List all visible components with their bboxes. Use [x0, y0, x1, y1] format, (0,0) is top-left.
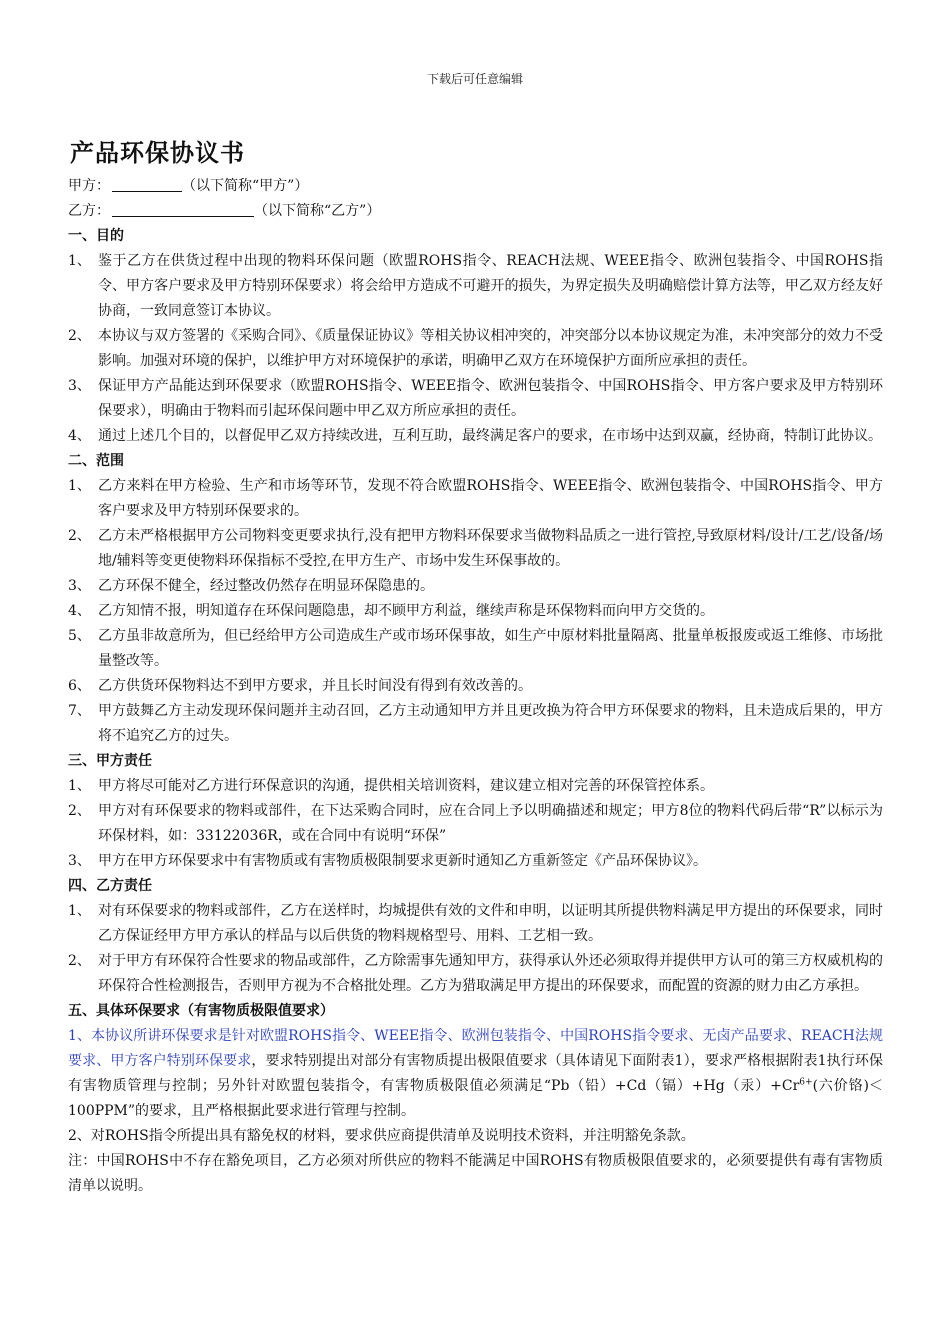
document-title: 产品环保协议书: [70, 139, 245, 167]
list-item: [68, 524, 883, 574]
item-text: 甲方在甲方环保要求中有害物质或有害物质极限制要求更新时通知乙方重新签定《产品环保协议》。: [98, 853, 707, 869]
party-a-suffix: （以下简称“甲方”）: [182, 178, 309, 194]
requirements-text-a: ，要求特别提出对部分有害物质提出极限值要求（具体请见下面附表1），要求严格根据附表1执行环保有害物质管理与控制；另外针对欧盟包装指令，有害物质极限值必须满足“Pb（铅）+Cd（镉）+Hg（汞）+Cr: [68, 1053, 884, 1094]
item-text: 乙方未严格根据甲方公司物料变更要求执行,没有把甲方物料环保要求当做物料品质之一进行管控,导致原材料/设计/工艺/设备/场地/辅料等变更使物料环保指标不受控,在甲方生产、市场中发生环保事故的。: [98, 528, 883, 569]
item-number: 2、: [68, 528, 91, 544]
item-number: 1、: [68, 778, 91, 794]
item-text: 对有环保要求的物料或部件，乙方在送样时，均城提供有效的文件和申明，以证明其所提供物料满足甲方提出的环保要求，同时乙方保证经甲方甲方承认的样品与以后供货的物料规格型号、用料、工艺相一致。: [98, 903, 883, 944]
item-text: 对于甲方有环保符合性要求的物品或部件，乙方除需事先通知甲方，获得承认外还必须取得并提供甲方认可的第三方权威机构的环保符合性检测报告，否则甲方视为不合格批处理。乙方为猎取满足甲方提出的环保要求，而配置的资源的财力由乙方承担。: [98, 953, 883, 994]
item-number: 4、: [68, 603, 91, 619]
item-number: 1、: [68, 253, 91, 269]
item-text: 保证甲方产品能达到环保要求（欧盟ROHS指令、WEEE指令、欧洲包装指令、中国ROHS指令、甲方客户要求及甲方特别环保要求），明确由于物料而引起环保问题中甲乙双方所应承担的责任。: [98, 378, 883, 419]
section-heading-requirements: 五、具体环保要求（有害物质极限值要求）: [68, 1003, 334, 1019]
item-number: 3、: [68, 578, 91, 594]
requirements-paragraph-2: 2、对ROHS指令所提出具有豁免权的材料，要求供应商提供清单及说明技术资料，并注明豁免条款。: [68, 1128, 695, 1144]
item-text: 乙方环保不健全，经过整改仍然存在明显环保隐患的。: [98, 578, 434, 594]
item-number: 2、: [68, 953, 91, 969]
item-text: 鉴于乙方在供货过程中出现的物料环保问题（欧盟ROHS指令、REACH法规、WEEE指令、欧洲包装指令、中国ROHS指令、甲方客户要求及甲方特别环保要求）将会给甲方造成不可避开的损失，为界定损失及明确赔偿计算方法等，甲乙双方经友好协商，一致同意签订本协议。: [98, 253, 883, 319]
item-number: 6、: [68, 678, 91, 694]
party-a-blank: [112, 175, 182, 192]
list-item: [68, 949, 883, 999]
requirements-text-b: (六价铬)＜100PPM”的要求，且严格根据此要求进行管理与控制。: [68, 1078, 883, 1119]
party-b-label: 乙方：: [68, 203, 110, 219]
party-a-label: 甲方：: [68, 178, 110, 194]
list-item: [68, 599, 883, 624]
item-text: 甲方对有环保要求的物料或部件，在下达采购合同时，应在合同上予以明确描述和规定；甲方8位的物料代码后带“R”以标示为环保材料，如：33122036R，或在合同中有说明“环保”: [98, 803, 883, 844]
item-number: 2、: [68, 328, 91, 344]
item-number: 1、: [68, 903, 91, 919]
header-note: 下载后可任意编辑: [426, 72, 523, 86]
item-number: 2、: [68, 803, 91, 819]
list-item: [68, 899, 883, 949]
item-number: 3、: [68, 853, 91, 869]
list-item: [68, 474, 883, 524]
requirements-note: 注：中国ROHS中不存在豁免项目，乙方必须对所供应的物料不能满足中国ROHS有物质极限值要求的，必须要提供有毒有害物质清单以说明。: [68, 1153, 883, 1194]
section-heading-scope: 二、范围: [68, 453, 124, 469]
list-item: [68, 624, 883, 674]
section-heading-party-a-duty: 三、甲方责任: [68, 753, 152, 769]
item-number: 1、: [68, 478, 91, 494]
party-b-line: [68, 199, 883, 224]
item-number: 7、: [68, 703, 91, 719]
item-text: 本协议与双方签署的《采购合同》、《质量保证协议》等相关协议相冲突的，冲突部分以本协议规定为准，未冲突部分的效力不受影响。加强对环境的保护，以维护甲方对环境保护的承诺，明确甲乙双方在环境保护方面所应承担的责任。: [98, 328, 883, 369]
document-body: [68, 174, 883, 1199]
party-b-blank: [112, 200, 254, 217]
list-item: [68, 699, 883, 749]
item-text: 乙方供货环保物料达不到甲方要求，并且长时间没有得到有效改善的。: [98, 678, 532, 694]
list-item: [68, 424, 883, 449]
list-item: [68, 324, 883, 374]
superscript-6plus: 6+: [799, 1077, 813, 1088]
party-a-line: [68, 174, 883, 199]
item-text: 乙方虽非故意所为，但已经给甲方公司造成生产或市场环保事故，如生产中原材料批量隔离、批量单板报废或返工维修、市场批量整改等。: [98, 628, 883, 669]
list-item: [68, 574, 883, 599]
item-number: 5、: [68, 628, 91, 644]
item-text: 甲方将尽可能对乙方进行环保意识的沟通，提供相关培训资料，建议建立相对完善的环保管控体系。: [98, 778, 714, 794]
section-heading-purpose: 一、目的: [68, 228, 124, 244]
item-text: 乙方知情不报，明知道存在环保问题隐患，却不顾甲方利益，继续声称是环保物料而向甲方交货的。: [98, 603, 714, 619]
item-text: 通过上述几个目的，以督促甲乙双方持续改进，互利互助，最终满足客户的要求，在市场中达到双赢，经协商，特制订此协议。: [98, 428, 882, 444]
list-item: [68, 774, 883, 799]
requirements-paragraph-1: [68, 1024, 883, 1124]
list-item: [68, 849, 883, 874]
section-heading-party-b-duty: 四、乙方责任: [68, 878, 152, 894]
item-text: 乙方来料在甲方检验、生产和市场等环节，发现不符合欧盟ROHS指令、WEEE指令、欧洲包装指令、中国ROHS指令、甲方客户要求及甲方特别环保要求的。: [98, 478, 883, 519]
list-item: [68, 374, 883, 424]
requirements-highlight: 1、本协议所讲环保要求是针对欧盟ROHS指令、WEEE指令、欧洲包装指令、中国ROHS指令要求、无卤产品要求、REACH法规要求、甲方客户特别环保要求: [68, 1028, 883, 1069]
item-number: 4、: [68, 428, 91, 444]
list-item: [68, 799, 883, 849]
item-text: 甲方鼓舞乙方主动发现环保问题并主动召回，乙方主动通知甲方并且更改换为符合甲方环保要求的物料，且未造成后果的，甲方将不追究乙方的过失。: [98, 703, 883, 744]
list-item: [68, 249, 883, 324]
item-number: 3、: [68, 378, 91, 394]
party-b-suffix: （以下简称“乙方”）: [254, 203, 381, 219]
list-item: [68, 674, 883, 699]
